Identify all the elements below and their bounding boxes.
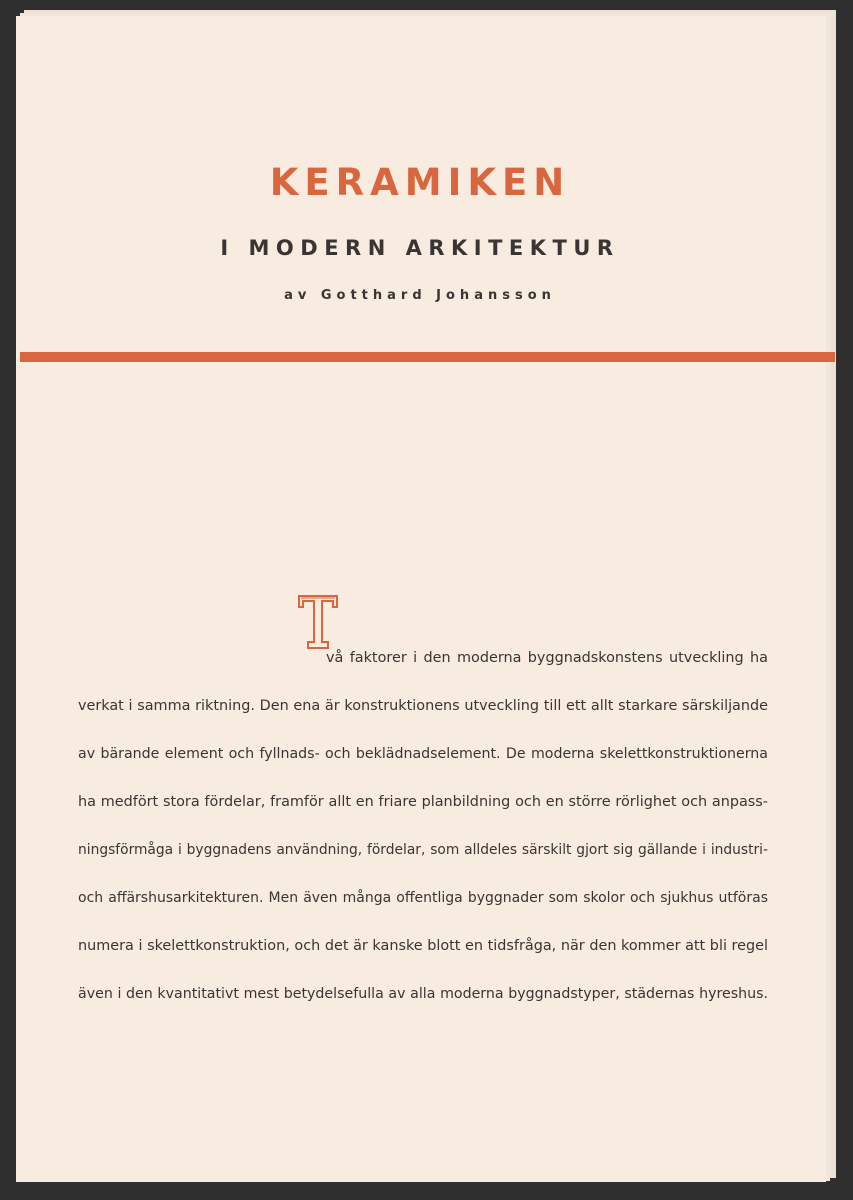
- drop-cap: [297, 594, 339, 650]
- drop-cap-letter: [297, 650, 298, 651]
- body-line-2: verkat i samma riktning. Den ena är konstruktionens utveckling till ett allt starkare särskiljande: [78, 698, 768, 714]
- body-line-8: även i den kvantitativt mest betydelsefulla av alla moderna byggnadstyper, städernas hyreshus.: [78, 986, 768, 1002]
- body-line-6: och affärshusarkitekturen. Men även många offentliga byggnader som skolor och sjukhus utföras: [78, 890, 768, 906]
- body-line-4: ha medfört stora fördelar, framför allt en friare planbildning och en större rörlighet och anpass-: [78, 794, 768, 810]
- document-author: av Gotthard Johansson: [284, 288, 556, 303]
- body-line-5: ningsförmåga i byggnadens användning, fördelar, som alldeles särskilt gjort sig gällande i industri-: [78, 842, 768, 858]
- body-line-7: numera i skelettkonstruktion, och det är kanske blott en tidsfråga, när den kommer att bli regel: [78, 938, 768, 954]
- document-title: KERAMIKEN: [269, 161, 571, 204]
- body-line-1: vå faktorer i den moderna byggnadskonstens utveckling ha: [326, 650, 768, 666]
- body-line-3: av bärande element och fyllnads- och beklädnadselement. De moderna skelettkonstruktionerna: [78, 746, 768, 762]
- document-page: [16, 16, 826, 1182]
- orange-divider-rule: [20, 352, 835, 362]
- document-subtitle: I MODERN ARKITEKTUR: [220, 236, 620, 260]
